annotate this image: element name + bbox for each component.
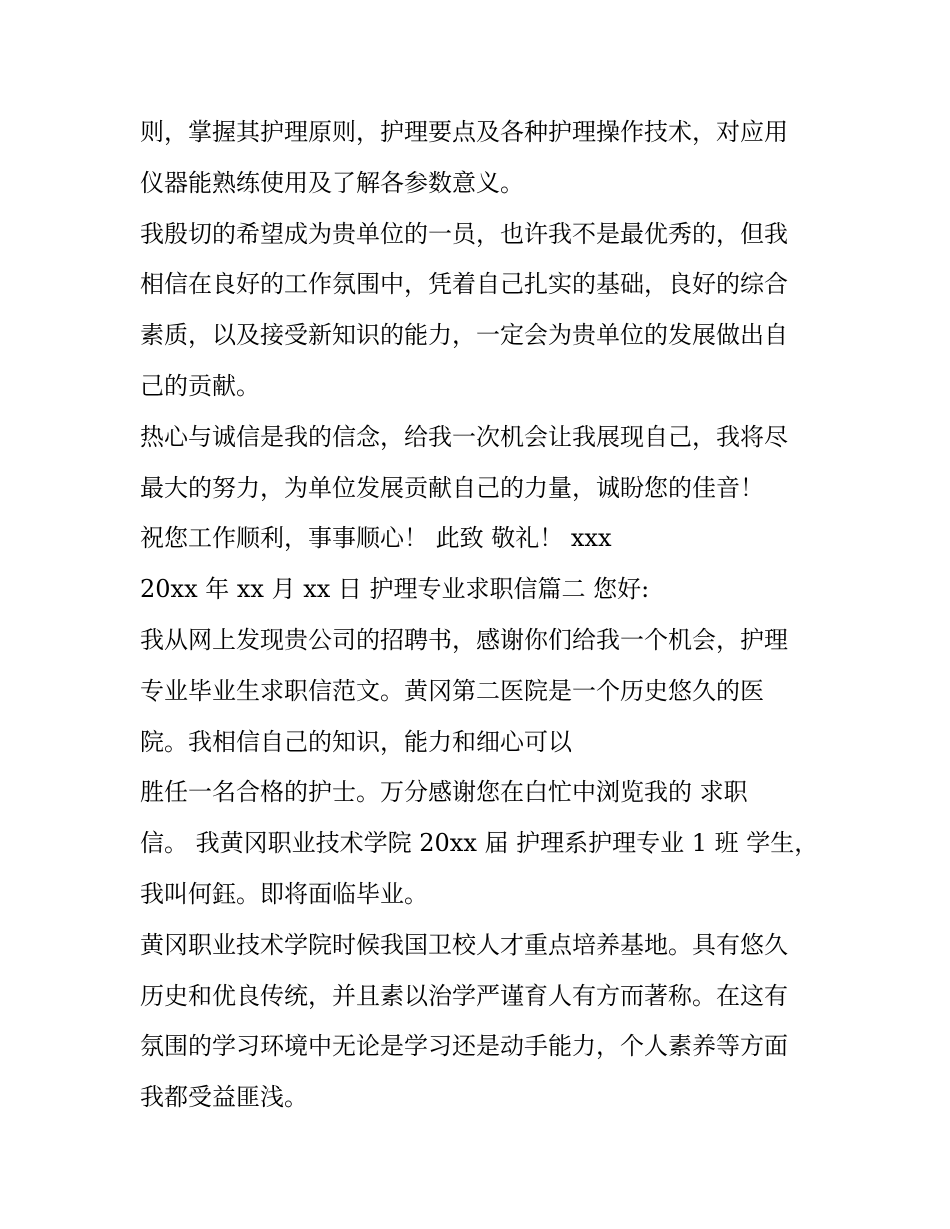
text-line: 历史和优良传统，并且素以治学严谨育人有方而著称。在这有 bbox=[140, 981, 788, 1010]
text-line: 黄冈职业技术学院时候我国卫校人才重点培养基地。具有悠久 bbox=[140, 930, 788, 959]
text-line: 信。 我黄冈职业技术学院 20xx 届 护理系护理专业 1 班 学生， bbox=[140, 829, 819, 858]
text-line: 祝您工作顺利，事事顺心！ 此致 敬礼！ xxx bbox=[140, 524, 612, 553]
text-line: 则，掌握其护理原则，护理要点及各种护理操作技术，对应用 bbox=[140, 118, 788, 146]
text-line: 热心与诚信是我的信念，给我一次机会让我展现自己，我将尽 bbox=[140, 422, 788, 451]
text-line: 相信在良好的工作氛围中，凭着自己扎实的基础，良好的综合 bbox=[140, 270, 788, 299]
text-line: 胜任一名合格的护士。万分感谢您在白忙中浏览我的 求职 bbox=[140, 778, 748, 807]
text-line: 专业毕业生求职信范文。黄冈第二医院是一个历史悠久的医 bbox=[140, 676, 764, 705]
text-line: 最大的努力，为单位发展贡献自己的力量，诚盼您的佳音！ bbox=[140, 473, 764, 502]
text-line: 20xx 年 xx 月 xx 日 护理专业求职信篇二 您好: bbox=[140, 575, 650, 604]
text-line: 仪器能熟练使用及了解各参数意义。 bbox=[140, 168, 524, 197]
text-line: 我叫何鈺。即将面临毕业。 bbox=[140, 879, 428, 908]
text-line: 院。我相信自己的知识，能力和细心可以 bbox=[140, 727, 572, 756]
text-line: 我从网上发现贵公司的招聘书，感谢你们给我一个机会，护理 bbox=[140, 625, 788, 654]
text-line: 我都受益匪浅。 bbox=[140, 1083, 308, 1112]
text-line: 氛围的学习环境中无论是学习还是动手能力，个人素养等方面 bbox=[140, 1032, 788, 1061]
text-line: 己的贡献。 bbox=[140, 371, 260, 400]
document-body bbox=[140, 107, 830, 1123]
text-line: 素质，以及接受新知识的能力，一定会为贵单位的发展做出自 bbox=[140, 321, 788, 350]
text-line: 我殷切的希望成为贵单位的一员，也许我不是最优秀的，但我 bbox=[140, 219, 788, 248]
